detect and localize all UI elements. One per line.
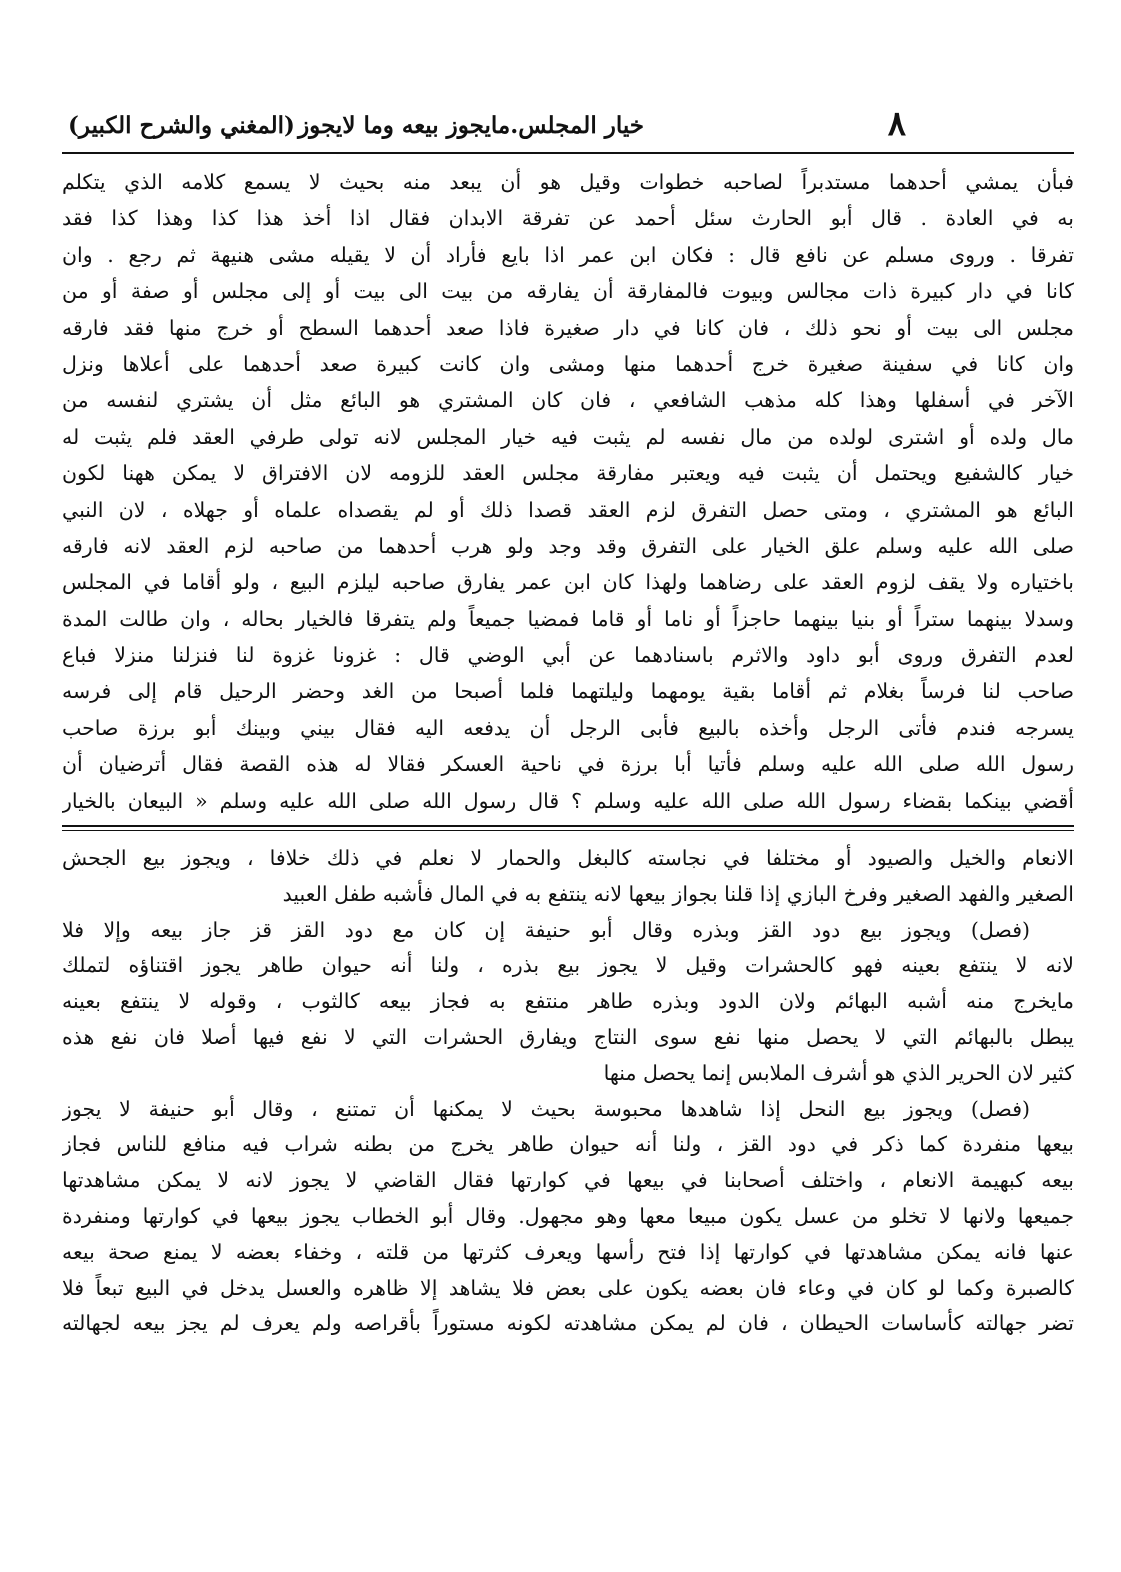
main-text-line: صلى الله عليه وسلم علق الخيار على التفرق وقد وجد ولو هرب أحدهما من صاحبه لزم العقد لانه فارقه <box>62 533 1074 558</box>
commentary-line: (فصل) ويجوز بيع النحل إذا شاهدها محبوسة بحيث لا يمكنها أن تمتنع ، وقال أبو حنيفة لا يجوز <box>62 1096 1030 1121</box>
running-title: خيار المجلس.مايجوز بيعه وما لايجوز <box>298 112 644 139</box>
commentary-line: جميعها ولانها لا تخلو من عسل يكون مبيعا معها وهو مجهول. وقال أبو الخطاب يجوز بيعها في كوارتها ومنفردة <box>62 1204 1074 1228</box>
book-page <box>62 104 1074 1342</box>
commentary-line: الصغير والفهد الصغير وفرخ البازي إذا قلنا بجواز بيعها لانه ينتفع به في المال فأشبه طفل العبيد <box>282 881 1074 906</box>
page-number: ٨ <box>887 104 906 144</box>
commentary-line: كالصبرة وكما لو كان في وعاء فان بعضه يكون على بعض فلا يشاهد إلا ظاهره والعسل يدخل في البيع تبعاً فلا <box>62 1275 1074 1300</box>
commentary-line: عنها فانه يمكن مشاهدتها في كوارتها إذا فتح رأسها ويعرف كثرتها من قلته ، وخفاء بعضه لا يمنع صحة بيعه <box>62 1239 1074 1264</box>
main-text-line: يسرجه فندم فأتى الرجل وأخذه بالبيع فأبى الرجل أن يدفعه اليه فقال بيني وبينك أبو برزة صاحب <box>62 715 1074 740</box>
main-text-line: فبأن يمشي أحدهما مستدبراً لصاحبه خطوات وقيل هو أن يبعد منه بحيث لا يسمع كلامه الذي يتكلم <box>62 170 1074 194</box>
main-text-line: رسول الله صلى الله عليه وسلم فأتيا أبا برزة في ناحية العسكر فقالا له هذه القصة فقال أترضيان أن <box>62 752 1074 777</box>
main-text-line: أقضي بينكما بقضاء رسول الله صلى الله عليه وسلم ؟ قال رسول الله صلى الله عليه وسلم « البيعان بالخيار <box>62 788 1074 813</box>
main-text-line: الآخر في أسفلها وهذا كله مذهب الشافعي ، فان كان المشتري هو البائع مثل أن يشتري لنفسه من <box>62 388 1074 413</box>
commentary-line: بيعها منفردة كما ذكر في دود القز ، ولنا أنه حيوان طاهر يخرج من بطنه شراب فيه منافع للناس فجاز <box>62 1132 1074 1157</box>
section-divider <box>62 825 1074 827</box>
commentary-text <box>62 841 1074 1342</box>
main-text-line: باختياره ولا يقف لزوم العقد على رضاهما ولهذا كان ابن عمر يفارق صاحبه ليلزم البيع ، ولو أقاما في المجلس <box>62 570 1074 595</box>
commentary-line: تضر جهالته كأساسات الحيطان ، فان لم يمكن مشاهدته لكونه مستوراً بأقراصه ولم يعرف لم يجز بيعه لجهالته <box>62 1311 1074 1336</box>
main-text-line: مال ولده أو اشترى لولده من مال نفسه لم يثبت فيه خيار المجلس لانه تولى طرفي العقد فلم يثبت له <box>62 424 1074 449</box>
commentary-line: لانه لا ينتفع بعينه فهو كالحشرات وقيل لا يجوز بيع بذره ، ولنا أنه حيوان طاهر يجوز اقتناؤه لتملك <box>62 953 1074 978</box>
main-text-line: به في العادة . قال أبو الحارث سئل أحمد عن تفرقة الابدان فقال اذا أخذ هذا كذا وهذا كذا فقد <box>62 206 1074 231</box>
main-text-line: البائع هو المشتري ، ومتى حصل التفرق لزم العقد قصدا ذلك أو لم يقصداه علماه أو جهلاه ، لان النبي <box>62 497 1074 522</box>
section-divider-thin <box>62 830 1074 831</box>
commentary-line: يبطل بالبهائم التي لا يحصل منها نفع سوى النتاج ويفارق الحشرات التي لا نفع فيها أصلا فان نفع هذه <box>62 1025 1074 1050</box>
main-text-line: لعدم التفرق وروى أبو داود والاثرم باسنادهما عن أبي الوضي قال : غزونا غزوة لنا فنزلنا منزلا فباع <box>62 643 1074 668</box>
main-text-line: صاحب لنا فرساً بغلام ثم أقاما بقية يومهما وليلتهما فلما أصبحا من الغد وحضر الرحيل قام إلى فرسه <box>62 679 1074 704</box>
main-text-line: وان كانا في سفينة صغيرة خرج أحدهما منها ومشى وان كانت كبيرة صعد أحدهما على أعلاها ونزل <box>62 351 1074 376</box>
commentary-line: (فصل) ويجوز بيع دود القز وبذره وقال أبو حنيفة إن كان مع دود القز قز جاز بيعه وإلا فلا <box>62 917 1030 942</box>
page-header <box>62 104 1074 154</box>
commentary-line: بيعه كبهيمة الانعام ، واختلف أصحابنا في بيعها في كوارتها فقال القاضي لا يجوز لانه لا يمكن مشاهدتها <box>62 1168 1074 1193</box>
main-text-line: وسدلا بينهما ستراً أو بنيا بينهما حاجزاً أو ناما أو قاما فمضيا جميعاً ولم يتفرقا فالخيار بحاله ، وان طالت المدة <box>62 606 1074 631</box>
main-text-line: خيار كالشفيع ويحتمل أن يثبت فيه ويعتبر مفارقة مجلس العقد للزومه لان الافتراق لا يمكن ههنا لكون <box>62 461 1074 486</box>
main-text-line: تفرقا . وروى مسلم عن نافع قال : فكان ابن عمر اذا بايع فأراد أن لا يقيله مشى هنيهة ثم رجع . وان <box>62 242 1074 267</box>
main-text <box>62 164 1074 819</box>
main-text-line: مجلس الى بيت أو نحو ذلك ، فان كانا في دار صغيرة فاذا صعد أحدهما السطح أو خرج منها فقد فارقه <box>62 315 1074 340</box>
commentary-line: الانعام والخيل والصيود أو مختلفا في نجاسته كالبغل والحمار لا نعلم في ذلك خلافا ، ويجوز بيع الجحش <box>62 846 1074 871</box>
main-text-line: كانا في دار كبيرة ذات مجالس وبيوت فالمفارقة أن يفارقه من بيت الى بيت أو إلى مجلس أو صفة أو من <box>62 279 1074 304</box>
book-title: (المغني والشرح الكبير) <box>68 112 295 139</box>
commentary-line: مايخرج منه أشبه البهائم ولان الدود وبذره طاهر منتفع به فجاز بيعه كالثوب ، وقوله لا ينتفع بعينه <box>62 989 1074 1014</box>
commentary-line: كثير لان الحرير الذي هو أشرف الملابس إنما يحصل منها <box>603 1060 1074 1085</box>
